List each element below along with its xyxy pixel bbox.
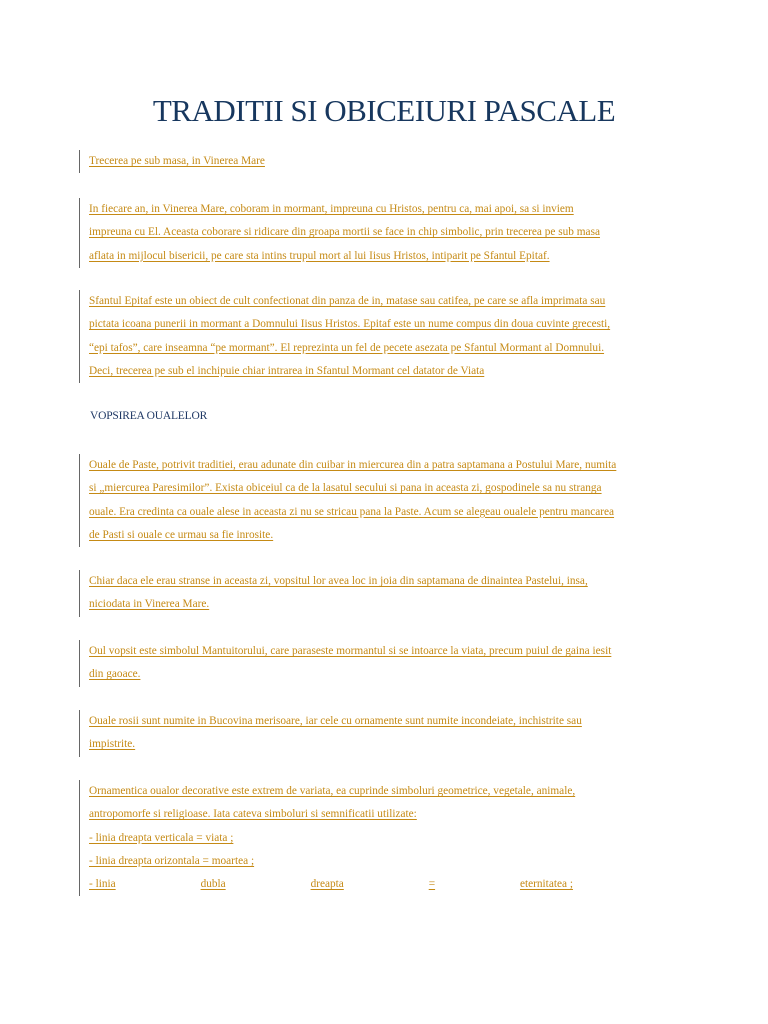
paragraph-3 [79,454,709,547]
paragraph-line[interactable]: - linia dreapta verticala = viata ; [89,831,234,844]
section-link-block [79,150,709,173]
paragraph-line[interactable]: “epi tafos”, care inseamna “pe mormant”. El reprezinta un fel de pecete asezata pe Sfantul Mormant al Domnului. [89,341,605,354]
paragraph-6 [79,710,709,757]
paragraph-line-justified[interactable]: - linia dubla dreapta = eternitatea ; [89,878,573,891]
paragraph-line[interactable]: pictata icoana punerii in mormant a Domnului Iisus Hristos. Epitaf este un nume compus din doua cuvinte grecesti, [89,318,611,331]
paragraph-line[interactable]: antropomorfe si religioase. Iata cateva simboluri si semnificatii utilizate: [89,808,417,821]
paragraph-line[interactable]: impreuna cu El. Aceasta coborare si ridicare din groapa mortii se face in chip simbolic, prin trecerea pe sub masa [89,226,600,239]
paragraph-line[interactable]: Chiar daca ele erau stranse in aceasta zi, vopsitul lor avea loc in joia din saptamana de dinaintea Pastelui, insa, [89,575,588,587]
paragraph-5 [79,640,709,687]
paragraph-1 [79,198,709,268]
page-title: TRADITII SI OBICEIURI PASCALE [152,93,616,128]
paragraph-line[interactable]: Oul vopsit este simbolul Mantuitorului, care paraseste mormantul si se intoarce la viata, precum puiul de gaina iesit [89,645,612,657]
paragraph-line[interactable]: de Pasti si ouale ce urmau sa fie inrosite. [89,528,274,541]
paragraph-line[interactable]: Ouale rosii sunt numite in Bucovina merisoare, iar cele cu ornamente sunt numite incondeiate, inchistrite sau [89,715,582,727]
paragraph-line[interactable]: impistrite. [89,738,136,751]
paragraph-line[interactable]: niciodata in Vinerea Mare. [89,598,210,611]
paragraph-line[interactable]: Ornamentica oualor decorative este extrem de variata, ea cuprinde simboluri geometrice, vegetale, animale, [89,785,576,797]
paragraph-line[interactable]: si „miercurea Paresimilor”. Exista obiceiul ca de la lasatul secului si pana in aceasta zi, gospodinele sa nu stranga [89,482,602,495]
section-heading: VOPSIREA OUALELOR [90,410,208,422]
paragraph-line[interactable]: ouale. Era credinta ca ouale alese in aceasta zi nu se stricau pana la Paste. Acum se alegeau oualele pentru mancarea [89,505,615,518]
paragraph-line[interactable]: Deci, trecerea pe sub el inchipuie chiar intrarea in Sfantul Mormant cel datator de Viata [89,364,485,377]
paragraph-7 [79,780,709,896]
paragraph-2 [79,290,709,383]
paragraph-line[interactable]: - linia dreapta orizontala = moartea ; [89,854,255,867]
paragraph-line[interactable]: din gaoace. [89,668,141,681]
paragraph-4 [79,570,709,617]
paragraph-line[interactable]: Sfantul Epitaf este un obiect de cult confectionat din panza de in, matase sau catifea, pe care se afla imprimata sau [89,295,606,307]
paragraph-line[interactable]: aflata in mijlocul bisericii, pe care sta intins trupul mort al lui Iisus Hristos, intiparit pe Sfantul Epitaf. [89,249,550,262]
section-link[interactable]: Trecerea pe sub masa, in Vinerea Mare [89,155,265,167]
paragraph-line[interactable]: Ouale de Paste, potrivit traditiei, erau adunate din cuibar in miercurea din a patra saptamana a Postului Mare, numita [89,459,617,471]
paragraph-line[interactable]: In fiecare an, in Vinerea Mare, coboram in mormant, impreuna cu Hristos, pentru ca, mai apoi, sa si inviem [89,203,574,215]
